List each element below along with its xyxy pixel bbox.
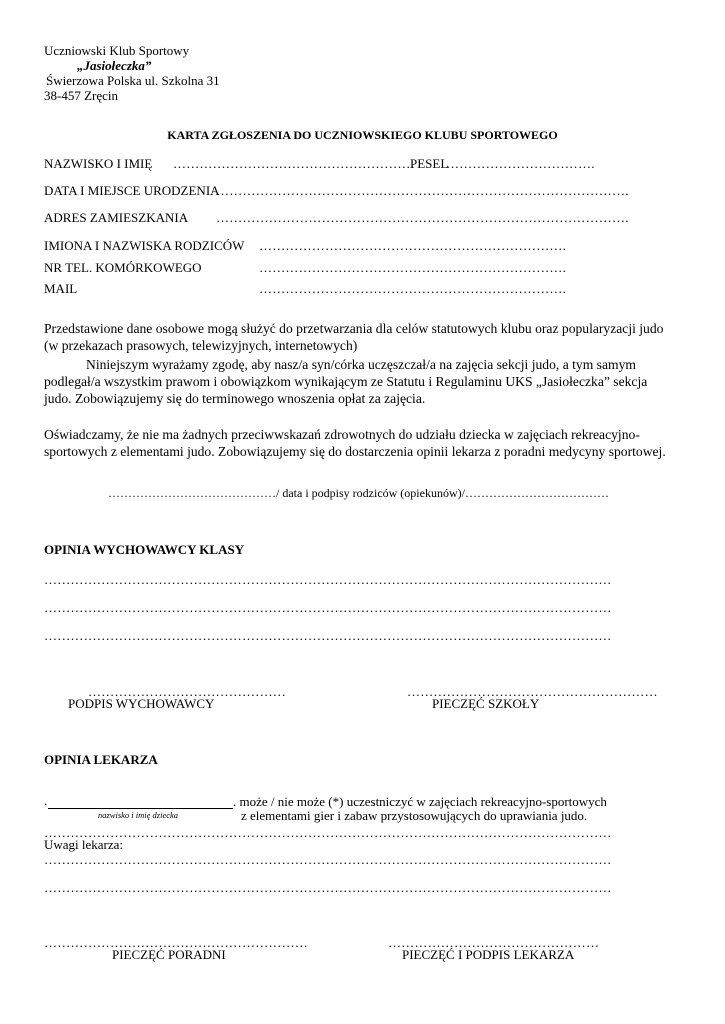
school-stamp-label: PIECZĘĆ SZKOŁY: [432, 696, 540, 711]
birth-field[interactable]: ………………………………………………………………………………….: [216, 183, 629, 198]
club-name: Uczniowski Klub Sportowy: [44, 43, 190, 58]
doctor-signature-label: PIECZĘĆ I PODPIS LEKARZA: [402, 947, 575, 962]
club-nickname: „Jasiołeczka”: [77, 58, 152, 73]
pesel-label: PESEL: [410, 156, 449, 171]
parents-label: IMIONA I NAZWISKA RODZICÓW: [44, 238, 245, 253]
parents-signature-line[interactable]: ……………………………………/ data i podpisy rodziców (opiekunów)/………………………………: [108, 486, 609, 500]
consent-paragraph: Niniejszym wyrażamy zgodę, aby nasz/a syn/córka uczęszczał/a na zajęcia sekcji judo, a tym samym podlegał/a wszystkim prawom i obowiązkom wynikającym ze Statutu i Regulaminu UKS „Jasiołeczka” sekcja judo. Zobowiązujemy się do terminowego wnoszenia opłat za zajęcia.: [44, 357, 648, 406]
teacher-opinion-line[interactable]: …………………………………………………………………………………………………………………: [44, 600, 612, 615]
club-postcode: 38-457 Zręcin: [44, 88, 119, 103]
teacher-signature-label: PODPIS WYCHOWAWCY: [68, 696, 215, 711]
surname-label: NAZWISKO I IMIĘ: [44, 156, 153, 171]
address-field[interactable]: ………………………………………………………………………………….: [216, 210, 629, 225]
doctor-verdict-text-cont: z elementami gier i zabaw przystosowujących do uprawiania judo.: [241, 808, 588, 823]
birth-label: DATA I MIEJSCE URODZENIA: [44, 183, 220, 198]
child-name-caption: nazwisko i imię dziecka: [98, 810, 179, 820]
doctor-opinion-heading: OPINIA LEKARZA: [44, 752, 158, 767]
doctor-signature-field[interactable]: …………………………………………: [388, 935, 600, 950]
school-stamp-field[interactable]: …………………………………………………: [407, 684, 658, 699]
child-name-field[interactable]: [48, 808, 233, 809]
doctor-remarks-line[interactable]: …………………………………………………………………………………………………………………: [44, 852, 612, 867]
form-title: KARTA ZGŁOSZENIA DO UCZNIOWSKIEGO KLUBU SPORTOWEGO: [167, 128, 558, 142]
doctor-opinion-line[interactable]: …………………………………………………………………………………………………………………: [44, 825, 612, 840]
teacher-signature-field[interactable]: ………………………………………: [88, 684, 286, 699]
phone-label: NR TEL. KOMÓRKOWEGO: [44, 260, 202, 275]
teacher-opinion-heading: OPINIA WYCHOWAWCY KLASY: [44, 542, 245, 557]
address-label: ADRES ZAMIESZKANIA: [44, 210, 189, 225]
doctor-remarks-label: Uwagi lekarza:: [44, 837, 124, 852]
clinic-stamp-field[interactable]: ……………………………………………………: [44, 935, 308, 950]
doctor-remarks-line[interactable]: …………………………………………………………………………………………………………………: [44, 880, 612, 895]
doctor-verdict-text: . może / nie może (*) uczestniczyć w zajęciach rekreacyjno-sportowych: [233, 794, 607, 809]
club-address: Świerzowa Polska ul. Szkolna 31: [46, 73, 220, 88]
data-processing-note: Przedstawione dane osobowe mogą służyć do przetwarzania dla celów statutowych klubu oraz popularyzacji judo (w przekazach prasowych, telewizyjnych, internetowych): [44, 321, 664, 353]
health-declaration: Oświadczamy, że nie ma żadnych przeciwwskazań zdrowotnych do udziału dziecka w zajęciach rekreacyjno-sportowych z elementami judo. Zobowiązujemy się do dostarczenia opinii lekarza z poradni medycyny sportowej.: [44, 427, 666, 459]
parents-field[interactable]: …………………………………………………………….: [259, 238, 567, 253]
child-name-lead: .: [44, 793, 48, 808]
clinic-stamp-label: PIECZĘĆ PORADNI: [112, 947, 226, 962]
mail-field[interactable]: …………………………………………………………….: [259, 281, 567, 296]
teacher-opinion-line[interactable]: …………………………………………………………………………………………………………………: [44, 628, 612, 643]
phone-field[interactable]: …………………………………………………………….: [259, 260, 567, 275]
surname-field[interactable]: ……………………………………………….: [173, 156, 415, 171]
mail-label: MAIL: [44, 281, 78, 296]
teacher-opinion-line[interactable]: …………………………………………………………………………………………………………………: [44, 572, 612, 587]
pesel-field[interactable]: …………………………….: [446, 156, 595, 171]
